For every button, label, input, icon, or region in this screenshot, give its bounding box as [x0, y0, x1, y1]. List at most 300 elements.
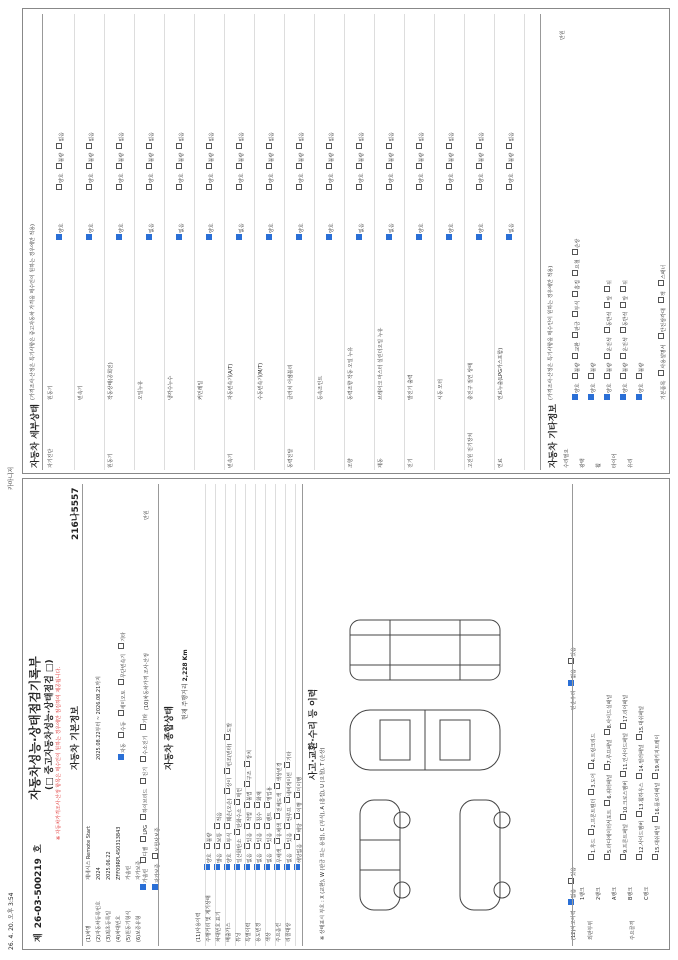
option-group [644, 731, 663, 860]
basic-items: 기본품목 사용설명서 안전삼각대 잭 스패너 [650, 265, 669, 400]
checkbox-icon[interactable] [588, 854, 594, 860]
option-label: 탄화수소 [237, 808, 243, 828]
option-label: 6.쿼터패널 [607, 774, 613, 799]
option-group [378, 128, 397, 190]
checkbox-icon[interactable] [86, 143, 92, 149]
car-frame-view-icon [350, 620, 500, 680]
checkbox-icon[interactable] [116, 184, 122, 190]
checkbox-icon[interactable] [604, 800, 610, 806]
checkbox-icon[interactable] [266, 163, 272, 169]
inspection-period: 2025.08.22부터 ~ 2026.08.21까지 [96, 676, 102, 760]
checkbox-icon[interactable] [588, 394, 594, 400]
row-divider [284, 14, 285, 470]
option-label: 없음 [59, 131, 65, 142]
option-label: 7.루프패널 [607, 739, 613, 764]
overall-row-label: 튜닝 [236, 932, 242, 942]
detail-state [108, 223, 127, 240]
detail-part-label: 브레이크 마스터 실린더오일 누유 [378, 327, 384, 400]
checkbox-icon[interactable] [652, 773, 658, 779]
checkbox-icon[interactable] [636, 373, 642, 379]
checkbox-icon[interactable] [236, 163, 242, 169]
checkbox-icon[interactable] [206, 143, 212, 149]
option-label: 15.대쉬패널 [655, 825, 661, 853]
checkbox-icon[interactable] [56, 163, 62, 169]
checkbox-icon[interactable] [636, 854, 642, 860]
detail-part-label: 연료누출(LPG가스포함) [498, 347, 504, 400]
checkbox-icon[interactable] [658, 297, 664, 303]
row-divider [205, 484, 206, 946]
option-label: 많음 [217, 853, 223, 863]
checkbox-icon[interactable] [140, 756, 146, 762]
detail-part-label: 냉각수누수 [168, 375, 174, 400]
detail-state [78, 223, 97, 240]
checkbox-icon[interactable] [118, 710, 124, 716]
checkbox-icon[interactable] [572, 291, 578, 297]
checkbox-icon[interactable] [476, 234, 482, 240]
option-label: 양호 [623, 383, 629, 393]
option-label: 17.리어패널 [623, 694, 629, 723]
row-divider [245, 484, 246, 946]
checkbox-icon[interactable] [176, 234, 182, 240]
checkbox-icon[interactable] [386, 184, 392, 190]
warning-note: ※ 자동차가격조사·산정 항목은 매수인이 원하는 경우에만 점검하여 제공됩니다. [56, 666, 62, 840]
option-label: 도말 [227, 722, 233, 733]
detail-state [498, 223, 517, 240]
checkbox-icon[interactable] [152, 853, 158, 859]
checkbox-icon[interactable] [86, 163, 92, 169]
overall-row-label: 리콜대상 [286, 922, 292, 942]
document-title: 자동차성능·상태점검기록부 [28, 656, 42, 800]
basic-info-label: (1)차명 [86, 925, 92, 942]
option-label: 영업용 [267, 786, 273, 801]
checkbox-icon[interactable] [604, 327, 610, 333]
overall-row-label: 주행거리 및 계기상태 [206, 895, 212, 942]
option-label: 불량 [89, 152, 95, 163]
checkbox-icon[interactable] [572, 270, 578, 276]
checkbox-icon[interactable] [658, 280, 664, 286]
other-row-label: 광택 [580, 458, 586, 468]
row-divider [265, 484, 266, 946]
checkbox-icon[interactable] [476, 163, 482, 169]
checkbox-icon[interactable] [658, 333, 664, 339]
checkbox-icon[interactable] [620, 814, 626, 820]
checkbox-icon[interactable] [620, 373, 626, 379]
checkbox-icon[interactable] [146, 143, 152, 149]
option-label: 불량 [299, 152, 305, 163]
option-label: 양호 [179, 173, 185, 183]
detail-group-label: 전기 [408, 458, 414, 468]
option-label: 양호 [449, 173, 455, 183]
checkbox-icon[interactable] [118, 732, 124, 738]
price-unit: 만원 [144, 510, 150, 520]
option-label: 없음 [419, 131, 425, 142]
detail-title: 자동차 세부상태 [31, 404, 41, 468]
checkbox-icon[interactable] [116, 234, 122, 240]
option-label: 불량 [575, 362, 581, 373]
option-label: 불량 [209, 152, 215, 163]
checkbox-icon[interactable] [572, 394, 578, 400]
checkbox-icon[interactable] [296, 184, 302, 190]
option-label: 11.인사이드패널 [623, 733, 629, 770]
option-label: 전체도색 [277, 792, 283, 812]
checkbox-icon[interactable] [620, 723, 626, 729]
checkbox-icon[interactable] [236, 234, 242, 240]
option-label: 불량 [389, 152, 395, 163]
option-label: 없음 [179, 131, 185, 142]
basic-info-label: (2)자동차등록번호 [96, 901, 102, 942]
row-divider [215, 484, 216, 946]
checkbox-icon[interactable] [604, 764, 610, 770]
accident-legend: ※ 상태표시 부호 : X (교환), W (판금 또는 용접), C (부식), A (흠집), U (요철), T (손상) [320, 747, 326, 940]
checkbox-icon[interactable] [416, 143, 422, 149]
option-label: 양호 [509, 173, 515, 183]
checkbox-icon[interactable] [146, 184, 152, 190]
option-label: 양호 [207, 853, 213, 863]
row-divider [255, 484, 256, 946]
checkbox-icon[interactable] [588, 829, 594, 835]
checkbox-icon[interactable] [506, 163, 512, 169]
checkbox-icon[interactable] [356, 163, 362, 169]
detail-state-value: 양호 [479, 223, 485, 233]
row-divider [74, 14, 75, 470]
checkbox-icon[interactable] [604, 394, 610, 400]
option-label: 12.사이드멤버 [639, 820, 645, 853]
option-label: 변조(변타) [227, 743, 233, 767]
option-group [628, 359, 647, 400]
checkbox-icon[interactable] [636, 394, 642, 400]
price-title: (10)차동차가격 조사·산정 [144, 653, 150, 710]
option-label: 양호 [607, 383, 613, 393]
detail-group-label: 조향 [348, 458, 354, 468]
detail-part-label: 시동 모터 [438, 379, 444, 400]
checkbox-icon[interactable] [140, 814, 146, 820]
basic-info-value: ZFF09RPL4S0313843 [116, 826, 122, 880]
option-label: 양호 [209, 173, 215, 183]
checkbox-icon[interactable] [446, 184, 452, 190]
checkbox-icon[interactable] [572, 311, 578, 317]
checkbox-icon[interactable] [620, 327, 626, 333]
option-label: 불량 [179, 152, 185, 163]
checkbox-icon[interactable] [146, 234, 152, 240]
checkbox-icon[interactable] [86, 184, 92, 190]
checkbox-icon[interactable] [620, 302, 626, 308]
checkbox-icon[interactable] [620, 353, 626, 359]
checkbox-icon[interactable] [118, 679, 124, 685]
car-diagram-svg [340, 560, 550, 920]
option-label: 없음 [299, 131, 305, 142]
checkbox-icon[interactable] [266, 184, 272, 190]
checkbox-icon[interactable] [446, 143, 452, 149]
checkbox-icon[interactable] [506, 184, 512, 190]
checkbox-icon[interactable] [206, 184, 212, 190]
option-label: 해당없음 [297, 843, 303, 863]
option-label: 불량 [59, 152, 65, 163]
option-label: 없음 [329, 131, 335, 142]
checkbox-icon[interactable] [416, 184, 422, 190]
option-label: 동반석 [607, 311, 613, 327]
option-label: 양호 [299, 173, 305, 183]
checkbox-icon[interactable] [326, 184, 332, 190]
checkbox-icon[interactable] [604, 729, 610, 735]
checkbox-icon[interactable] [572, 332, 578, 338]
detail-part-label: 작동상태(공회전) [108, 362, 114, 400]
checkbox-icon[interactable] [572, 373, 578, 379]
option-label: 양호 [239, 173, 245, 183]
checkbox-icon[interactable] [326, 234, 332, 240]
row-divider [224, 14, 225, 470]
row-divider [314, 14, 315, 470]
option-label: 불량 [419, 152, 425, 163]
row-divider [134, 14, 135, 470]
option-label: 없음 [209, 131, 215, 142]
option-label: 요철 [575, 259, 581, 269]
detail-state-value: 양호 [329, 223, 335, 233]
option-label: 앞 [607, 295, 613, 301]
checkbox-icon[interactable] [140, 778, 146, 784]
option-label: 불량 [509, 152, 515, 163]
option-label: 양호 [419, 173, 425, 183]
checkbox-icon[interactable] [604, 353, 610, 359]
rank-label: A랭크 [612, 886, 618, 900]
row-divider [104, 14, 105, 470]
accident-history: (12)사고이력 없음 있음 [560, 867, 579, 940]
checkbox-icon[interactable] [620, 286, 626, 292]
plate-number: 216나5557 [71, 487, 81, 540]
option-label: 앞 [623, 295, 629, 301]
checkbox-icon[interactable] [572, 353, 578, 359]
checkbox-icon[interactable] [152, 884, 158, 890]
checkbox-icon[interactable] [326, 163, 332, 169]
checkbox-icon[interactable] [588, 373, 594, 379]
option-label: 양호 [59, 173, 65, 183]
basic-info-value: 2024 [96, 867, 102, 880]
detail-group-label: 고전원 전기장치 [468, 432, 474, 468]
basic-info-label: (4)차대번호 [116, 915, 122, 942]
detail-state [228, 223, 247, 240]
checkbox-icon[interactable] [296, 163, 302, 169]
rank-label: B랭크 [628, 886, 634, 900]
detail-state [408, 223, 427, 240]
checkbox-icon[interactable] [236, 143, 242, 149]
option-label: 양호 [359, 173, 365, 183]
checkbox-icon[interactable] [206, 163, 212, 169]
detail-state-value: 양호 [449, 223, 455, 233]
checkbox-icon[interactable] [416, 234, 422, 240]
overall-row-label: 색상 [266, 932, 272, 942]
row-divider [344, 14, 345, 470]
checkbox-icon[interactable] [176, 143, 182, 149]
checkbox-icon[interactable] [604, 302, 610, 308]
other-row-label: 타이어 [612, 453, 618, 468]
overall-row-label: 배출가스 [226, 922, 232, 942]
option-label: 동반석 [623, 311, 629, 327]
option-label: 있음 [257, 832, 263, 843]
checkbox-icon[interactable] [176, 184, 182, 190]
checkbox-icon[interactable] [356, 184, 362, 190]
option-label: 이행 [297, 802, 303, 812]
detail-part-label: 원동기 [48, 385, 54, 400]
checkbox-icon[interactable] [116, 163, 122, 169]
option-group [468, 128, 487, 190]
detail-state [168, 223, 187, 240]
checkbox-icon[interactable] [140, 724, 146, 730]
checkbox-icon[interactable] [266, 143, 272, 149]
option-label: 양호 [479, 173, 485, 183]
option-label: 양호 [575, 383, 581, 393]
checkbox-icon[interactable] [206, 234, 212, 240]
checkbox-icon[interactable] [356, 143, 362, 149]
checkbox-icon[interactable] [476, 143, 482, 149]
option-label: 있음 [287, 832, 293, 843]
row-divider [374, 14, 375, 470]
option-group [78, 128, 97, 190]
detail-part-label: 발전기 출력 [408, 374, 414, 400]
car-side-view-rear-icon [460, 800, 510, 910]
option-group [408, 128, 427, 190]
checkbox-icon[interactable] [620, 854, 626, 860]
option-label: 불량 [149, 152, 155, 163]
checkbox-icon[interactable] [446, 163, 452, 169]
car-side-view-icon [360, 800, 410, 910]
detail-group-label: 자기진단 [48, 448, 54, 468]
detail-state [198, 223, 217, 240]
detail-part-label: 오일누유 [138, 380, 144, 400]
checkbox-icon[interactable] [476, 184, 482, 190]
checkbox-icon[interactable] [506, 234, 512, 240]
other-title: 자동차 기타정보 [549, 404, 559, 468]
option-label: 양호 [269, 173, 275, 183]
checkbox-icon[interactable] [56, 234, 62, 240]
option-label: 없음 [449, 131, 455, 142]
basic-info-title: 자동차 기본정보 [71, 706, 81, 770]
checkbox-icon[interactable] [636, 811, 642, 817]
option-label: 양호 [149, 173, 155, 183]
checkbox-icon[interactable] [652, 854, 658, 860]
overall-row-label: 특별이력 [246, 922, 252, 942]
option-label: 14.필러패널 [639, 744, 645, 772]
checkbox-icon[interactable] [386, 163, 392, 169]
checkbox-icon[interactable] [118, 754, 124, 760]
option-group [288, 128, 307, 190]
detail-state-value: 양호 [419, 223, 425, 233]
option-label: 장치 [247, 749, 253, 760]
option-label: 교환 [575, 341, 581, 352]
option-label: 미이행 [297, 776, 303, 792]
option-label: 네비게이션 [287, 772, 293, 797]
checkbox-icon[interactable] [266, 234, 272, 240]
checkbox-icon[interactable] [636, 773, 642, 779]
app-title: 카마니저 [8, 466, 15, 490]
basic-info-label: (3)최초등록일 [106, 910, 112, 942]
detail-state [288, 223, 307, 240]
checkbox-icon[interactable] [176, 163, 182, 169]
option-label: 불량 [479, 152, 485, 163]
checkbox-icon[interactable] [118, 643, 124, 649]
option-label: 보통 [217, 832, 223, 843]
detail-state-value: 없음 [239, 223, 245, 233]
option-label: 불량 [639, 362, 645, 373]
checkbox-icon[interactable] [652, 816, 658, 822]
row-divider [275, 484, 276, 946]
checkbox-icon[interactable] [620, 394, 626, 400]
option-label: 19.패키지트레이 [655, 734, 661, 772]
option-group [48, 128, 67, 190]
checkbox-icon[interactable] [588, 763, 594, 769]
checkbox-icon[interactable] [506, 143, 512, 149]
option-label: 13.휠하우스 [639, 782, 645, 810]
checkbox-icon[interactable] [620, 771, 626, 777]
detail-state-value: 양호 [209, 223, 215, 233]
detail-state-value: 양호 [269, 223, 275, 233]
option-label: 불량 [239, 152, 245, 163]
option-label: 없음 [269, 131, 275, 142]
rank-label: C랭크 [644, 886, 650, 900]
checkbox-icon[interactable] [356, 234, 362, 240]
checkbox-icon[interactable] [636, 734, 642, 740]
rank-label: 2랭크 [596, 887, 602, 900]
option-label: 일산화탄소 [237, 838, 243, 863]
option-label: 뒤 [607, 279, 613, 285]
checkbox-icon[interactable] [604, 854, 610, 860]
checkbox-icon[interactable] [386, 143, 392, 149]
detail-part-label: 커먼레일 [198, 380, 204, 400]
checkbox-icon[interactable] [572, 249, 578, 255]
option-label: 양호 [389, 173, 395, 183]
checkbox-icon[interactable] [146, 163, 152, 169]
option-label: 양호 [639, 383, 645, 393]
option-label: 양호 [227, 853, 233, 863]
detail-state-value: 양호 [59, 223, 65, 233]
detail-state [48, 223, 67, 240]
checkbox-icon[interactable] [588, 789, 594, 795]
option-label: 색상변경 [277, 762, 283, 782]
checkbox-icon[interactable] [604, 373, 610, 379]
option-label: 불량 [449, 152, 455, 163]
option-label: 유채색 [277, 823, 283, 838]
checkbox-icon[interactable] [236, 184, 242, 190]
checkbox-icon[interactable] [446, 234, 452, 240]
checkbox-icon[interactable] [604, 286, 610, 292]
checkbox-icon[interactable] [56, 184, 62, 190]
row-divider [254, 14, 255, 470]
row-divider [225, 484, 226, 946]
checkbox-icon[interactable] [296, 234, 302, 240]
checkbox-icon[interactable] [86, 234, 92, 240]
checkbox-icon[interactable] [296, 143, 302, 149]
mileage: 현재 주행거리 2,228 Km [182, 649, 189, 720]
checkbox-icon[interactable] [658, 370, 664, 376]
detail-group-label: 연료 [498, 458, 504, 468]
checkbox-icon[interactable] [116, 143, 122, 149]
transmission-options: 자동 수동 세미오토 무단변속기 기타 [110, 632, 129, 760]
option-label: 침수 [257, 811, 263, 822]
checkbox-icon[interactable] [416, 163, 422, 169]
option-label: 기타 [287, 751, 293, 761]
row-divider [194, 14, 195, 470]
option-label: 불량 [591, 362, 597, 373]
option-label: 없음 [509, 131, 515, 142]
option-label: 불량 [119, 152, 125, 163]
detail-state-value: 없음 [359, 223, 365, 233]
checkbox-icon[interactable] [326, 143, 332, 149]
option-label: 운전석 [623, 337, 629, 352]
detail-group-label: 동력전달 [288, 448, 294, 468]
checkbox-icon[interactable] [386, 234, 392, 240]
option-label: 없음 [257, 853, 263, 863]
option-label: 렌트 [267, 811, 273, 822]
basic-info-value: 자가보증 [136, 860, 142, 880]
checkbox-icon[interactable] [56, 143, 62, 149]
